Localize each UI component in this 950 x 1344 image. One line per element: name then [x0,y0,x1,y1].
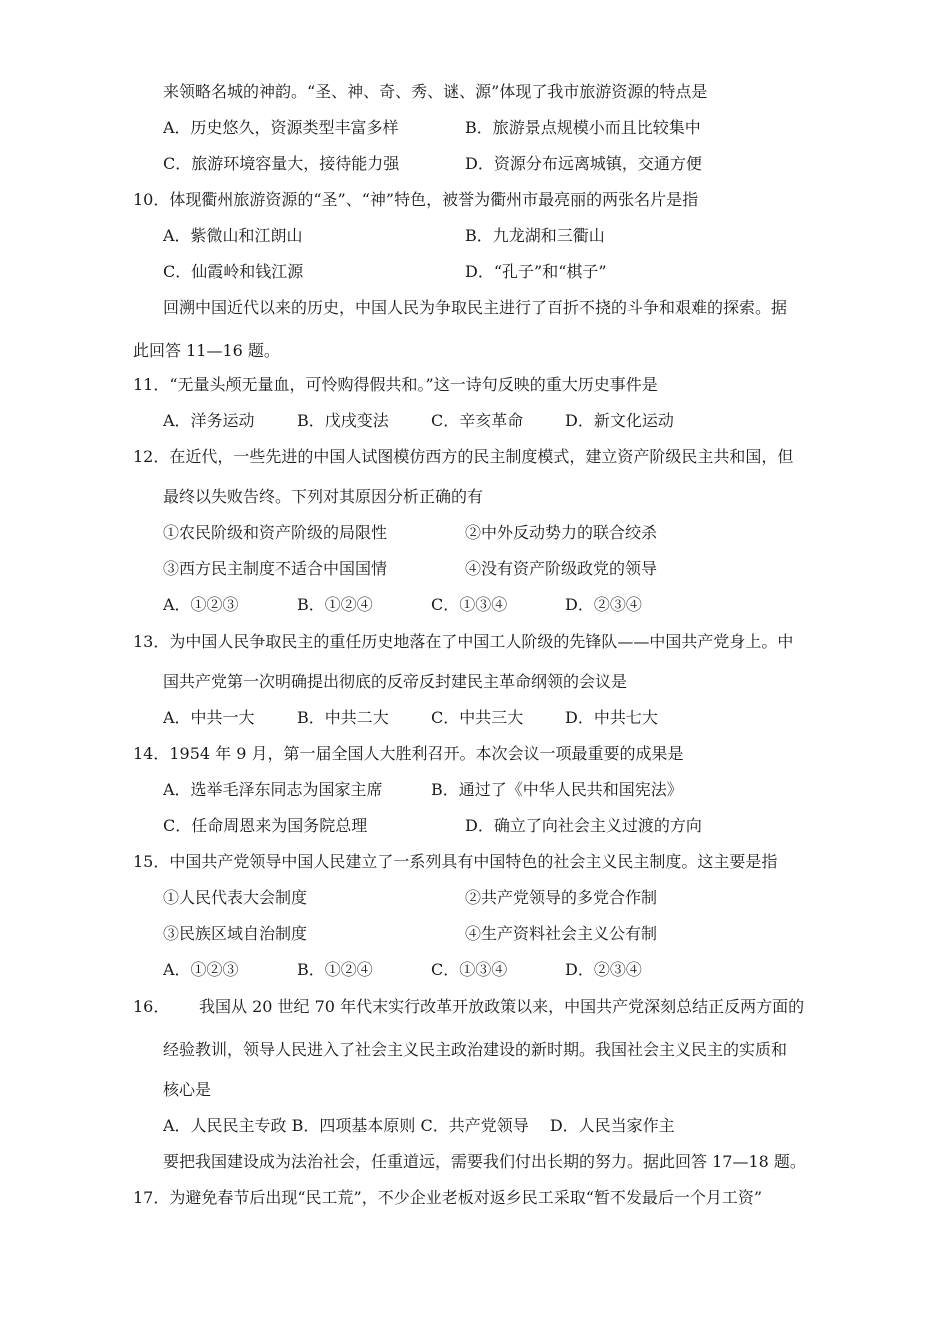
q13-stem-line2: 国共产党第一次明确提出彻底的反帝反封建民主革命纲领的会议是 [163,672,628,691]
q12-item-3: ③西方民主制度不适合中国国情 [163,559,388,578]
q14-option-a: A．选举毛泽东同志为国家主席 [163,780,383,799]
q12-option-c: C．①③④ [431,595,508,614]
q11-stem: 11．“无量头颅无量血，可怜购得假共和。”这一诗句反映的重大历史事件是 [133,375,658,394]
q14-option-b: B．通过了《中华人民共和国宪法》 [431,780,683,799]
q17-stem: 17．为避免春节后出现“民工荒”，不少企业老板对返乡民工采取“暂不发最后一个月工资” [133,1188,763,1207]
q15-item-4: ④生产资料社会主义公有制 [465,924,658,943]
q12-stem-line1: 12．在近代，一些先进的中国人试图模仿西方的民主制度模式，建立资产阶级民主共和国，但 [133,447,794,466]
q16-stem-line1: 我国从 20 世纪 70 年代末实行改革开放政策以来，中国共产党深刻总结正反两方面的 [199,997,805,1016]
q13-option-c: C．中共三大 [431,708,524,727]
q13-option-b: B．中共二大 [297,708,389,727]
q15-item-2: ②共产党领导的多党合作制 [465,888,658,907]
q15-option-c: C．①③④ [431,960,508,979]
section-intro-line2: 此回答 11—16 题。 [133,341,280,360]
q10-option-a: A．紫微山和江朗山 [163,226,303,245]
q11-option-a: A．洋务运动 [163,411,255,430]
q15-item-3: ③民族区域自治制度 [163,924,308,943]
q10-option-d: D．“孔子”和“棋子” [465,262,607,281]
q10-stem: 10．体现衢州旅游资源的“圣”、“神”特色，被誉为衢州市最亮丽的两张名片是指 [133,190,699,209]
q15-option-d: D．②③④ [565,960,642,979]
q13-option-a: A．中共一大 [163,708,255,727]
q12-item-4: ④没有资产阶级政党的领导 [465,559,658,578]
q12-item-2: ②中外反动势力的联合绞杀 [465,523,658,542]
q13-stem-line1: 13．为中国人民争取民主的重任历史地落在了中国工人阶级的先锋队——中国共产党身上。中 [133,632,794,651]
section-intro-17-18: 要把我国建设成为法治社会，任重道远，需要我们付出长期的努力。据此回答 17—18 题。 [163,1152,806,1171]
q9-option-c: C．旅游环境容量大，接待能力强 [163,154,400,173]
q14-option-c: C．任命周恩来为国务院总理 [163,816,368,835]
section-intro-line1: 回溯中国近代以来的历史，中国人民为争取民主进行了百折不挠的斗争和艰难的探索。据 [163,298,788,317]
q12-stem-line2: 最终以失败告终。下列对其原因分析正确的有 [163,487,484,506]
q10-option-b: B．九龙湖和三衢山 [465,226,605,245]
q13-option-d: D．中共七大 [565,708,658,727]
q12-option-d: D．②③④ [565,595,642,614]
q9-option-d: D．资源分布远离城镇，交通方便 [465,154,702,173]
q11-option-d: D．新文化运动 [565,411,674,430]
q14-stem: 14．1954 年 9 月，第一届全国人大胜利召开。本次会议一项最重要的成果是 [133,744,684,763]
q15-stem: 15．中国共产党领导中国人民建立了一系列具有中国特色的社会主义民主制度。这主要是指 [133,852,778,871]
q16-options: A．人民民主专政 B．四项基本原则 C．共产党领导 D．人民当家作主 [163,1116,675,1135]
q9-option-a: A．历史悠久，资源类型丰富多样 [163,118,399,137]
q12-option-b: B．①②④ [297,595,373,614]
q10-option-c: C．仙霞岭和钱江源 [163,262,304,281]
q16-number: 16． [133,997,170,1016]
q16-stem-line2: 经验教训，领导人民进入了社会主义民主政治建设的新时期。我国社会主义民主的实质和 [163,1040,788,1059]
q11-option-b: B．戊戌变法 [297,411,389,430]
q15-item-1: ①人民代表大会制度 [163,888,308,907]
q12-option-a: A．①②③ [163,595,239,614]
q15-option-a: A．①②③ [163,960,239,979]
q12-item-1: ①农民阶级和资产阶级的局限性 [163,523,388,542]
q9-stem: 来领略名城的神韵。“圣、神、奇、秀、谜、源”体现了我市旅游资源的特点是 [163,82,708,101]
q9-option-b: B．旅游景点规模小而且比较集中 [465,118,701,137]
q11-option-c: C．辛亥革命 [431,411,524,430]
q14-option-d: D．确立了向社会主义过渡的方向 [465,816,702,835]
q16-stem-line3: 核心是 [163,1080,212,1099]
q15-option-b: B．①②④ [297,960,373,979]
